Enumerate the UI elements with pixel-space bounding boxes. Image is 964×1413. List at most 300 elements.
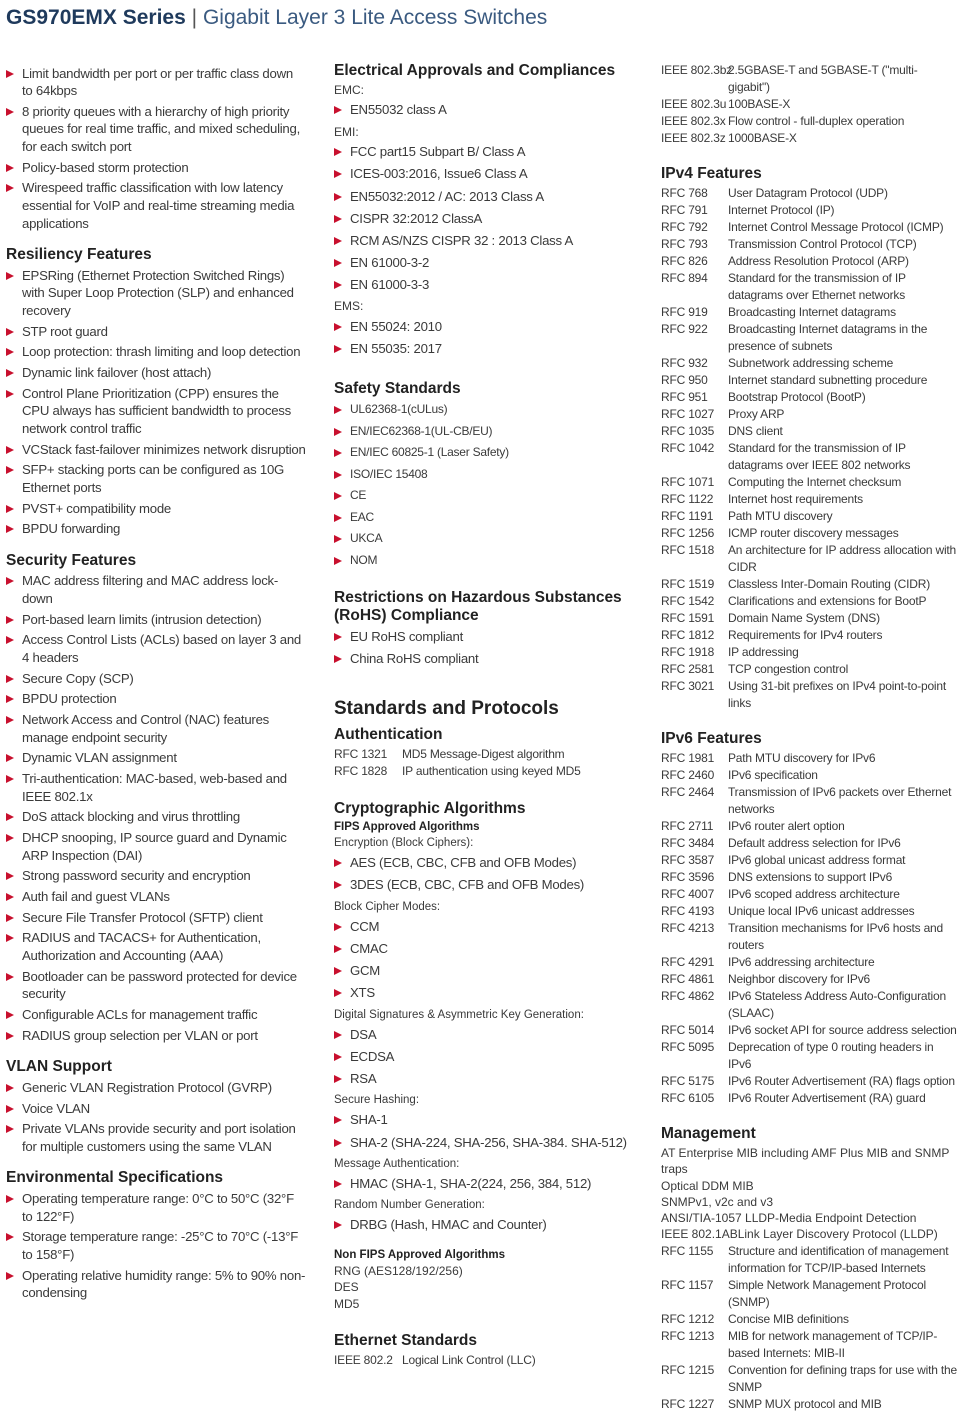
bullet-arrow-icon [6,108,14,116]
rfc-row [334,763,639,780]
list-item [334,165,639,183]
bullet-arrow-icon [6,716,14,724]
rfc-number: RFC 1122 [661,492,714,506]
bullet-arrow-icon [6,973,14,981]
column-right [661,62,959,1413]
bullet-arrow-icon [6,1272,14,1280]
list-item-text: BPDU protection [22,691,117,707]
list-item [334,876,639,894]
bullet-arrow-icon [334,1053,342,1061]
rfc-description: Neighbor discovery for IPv6 [728,972,870,986]
standards-title: Standards and Protocols [334,698,559,720]
list-item-text: EU RoHS compliant [350,629,464,645]
rfc-number: RFC 894 [661,271,708,285]
resiliency-list [6,267,306,538]
list-item [6,711,306,746]
bullet-arrow-icon [6,390,14,398]
rfc-description: Simple Network Management Protocol (SNMP) [728,1277,926,1309]
encryption-list [334,854,639,894]
rfc-description: Internet standard subnetting procedure [728,373,928,387]
bullet-arrow-icon [6,1105,14,1113]
bullet-arrow-icon [334,170,342,178]
list-item [6,1027,306,1045]
list-item-text: CE [350,488,367,503]
vlan-list [6,1079,306,1156]
rfc-number: RFC 1828 [334,764,388,779]
rfc-description: SNMP MUX protocol and MIB [728,1396,882,1411]
list-item [6,159,306,177]
list-item-text: Port-based learn limits (intrusion detection) [22,611,262,627]
rfc-description: IPv6 Router Advertisement (RA) flags option [728,1074,955,1088]
ieee-802-3u-row [661,96,959,113]
list-item-text: BPDU forwarding [22,521,121,537]
list-item-text: DHCP snooping, IP source guard and Dynamic ARP Inspection (DAI) [22,830,287,863]
rfc-row [661,202,959,219]
rfc-row [661,818,959,835]
ems-label: EMS: [334,299,364,314]
bullet-arrow-icon [334,428,342,436]
rfc-description: Path MTU discovery [728,509,833,523]
message-auth-list [334,1175,639,1193]
rfc-description: Default address selection for IPv6 [728,836,901,850]
rfc-row [661,253,959,270]
rfc-number: RFC 3484 [661,836,715,850]
rfc-number: RFC 2711 [661,819,714,833]
list-item-text: EN55032 class A [350,102,447,118]
list-item-text: Dynamic VLAN assignment [22,750,177,766]
bullet-arrow-icon [6,466,14,474]
list-item-text: EN 61000-3-2 [350,255,430,271]
list-item [6,1120,306,1155]
rfc-row [661,869,959,886]
rfc-description: IPv6 router alert option [728,819,845,833]
rfc-number: RFC 4291 [661,955,715,969]
bullet-arrow-icon [334,106,342,114]
list-item [334,509,639,526]
rfc-number: RFC 3021 [661,679,715,693]
list-item [334,210,639,228]
list-item-text: Secure Copy (SCP) [22,670,134,686]
list-item [6,867,306,885]
rfc-row [661,491,959,508]
list-item [6,103,306,156]
ethernet-title: Ethernet Standards [334,1331,477,1349]
rng-list [334,1216,639,1234]
rfc-description: IP addressing [728,645,799,659]
list-item-text: DoS attack blocking and virus throttling [22,809,240,825]
list-item-text: Loop protection: thrash limiting and loop detection [22,344,301,360]
management-lines [661,1145,959,1243]
rfc-description: ICMP router discovery messages [728,526,899,540]
rfc-number: RFC 768 [661,186,708,200]
bullet-arrow-icon [6,1233,14,1241]
vlan-title: VLAN Support [6,1058,112,1076]
safety-title: Safety Standards [334,379,461,397]
bullet-arrow-icon [334,1180,342,1188]
list-item [334,962,639,980]
rfc-number: RFC 1155 [661,1243,714,1258]
rfc-row [661,610,959,627]
list-item-text: Secure File Transfer Protocol (SFTP) client [22,909,263,925]
list-item-text: CMAC [350,940,388,956]
column-left [6,62,306,1305]
text-line: Optical DDM MIB [661,1178,754,1193]
rfc-description: DNS extensions to support IPv6 [728,870,893,884]
list-item [6,829,306,864]
list-item-text: HMAC (SHA-1, SHA-2(224, 256, 384, 512) [350,1176,592,1192]
rfc-number: RFC 2581 [661,662,715,676]
rfc-number: RFC 4193 [661,904,715,918]
safety-list [334,401,639,569]
rfc-row [661,852,959,869]
bullet-arrow-icon [6,369,14,377]
list-item-text: Storage temperature range: -25°C to 70°C (-13°F to 158°F) [22,1229,299,1262]
ipv6-table [661,750,959,1107]
bullet-arrow-icon [334,633,342,641]
rfc-description: Internet Protocol (IP) [728,203,835,217]
bullet-arrow-icon [6,164,14,172]
list-item-text: EN 61000-3-3 [350,277,430,293]
rfc-number: RFC 4862 [661,989,715,1003]
list-item [6,461,306,496]
standard-number: IEEE 802.3u [661,97,727,111]
environmental-title: Environmental Specifications [6,1169,224,1187]
rfc-row [661,1311,959,1328]
rfc-row [661,1090,959,1107]
bullet-arrow-icon [6,184,14,192]
bullet-arrow-icon [334,514,342,522]
bullet-arrow-icon [334,535,342,543]
rfc-number: RFC 932 [661,356,708,370]
bullet-arrow-icon [6,1125,14,1133]
rfc-row [661,219,959,236]
rfc-number: RFC 1191 [661,509,714,523]
list-item [6,1267,306,1302]
rfc-description: Using 31-bit prefixes on IPv4 point-to-point links [728,679,946,710]
list-item [6,968,306,1003]
rfc-description: Path MTU discovery for IPv6 [728,751,876,765]
rfc-number: RFC 3587 [661,853,715,867]
text-line: MD5 [334,1296,360,1311]
rfc-row [661,406,959,423]
hashing-list [334,1111,639,1151]
list-item-text: Wirespeed traffic classification with low latency essential for VoIP and real-time streaming media applications [22,180,295,231]
bullet-arrow-icon [6,914,14,922]
bullet-arrow-icon [6,1084,14,1092]
list-item [334,1134,639,1152]
list-item [6,1228,306,1263]
bullet-arrow-icon [334,923,342,931]
rfc-row [661,1328,959,1362]
rfc-description: Transmission of IPv6 packets over Ethernet networks [728,785,952,816]
rfc-number: RFC 6105 [661,1091,715,1105]
block-modes-list [334,918,639,1002]
rfc-row [661,1039,959,1073]
list-item-text: PVST+ compatibility mode [22,500,172,516]
rfc-number: RFC 1519 [661,577,715,591]
rfc-row [661,903,959,920]
bullet-arrow-icon [334,1139,342,1147]
rfc-description: Convention for defining traps for use with the SNMP [728,1362,957,1394]
rfc-number: RFC 1256 [661,526,715,540]
ethernet-table [334,1352,639,1369]
rfc-row [661,1362,959,1396]
bullet-arrow-icon [334,449,342,457]
bullet-arrow-icon [334,237,342,245]
bullet-arrow-icon [334,345,342,353]
rfc-row [661,1073,959,1090]
list-item-text: EAC [350,509,374,524]
rfc-description: Internet host requirements [728,492,863,506]
bullet-arrow-icon [334,989,342,997]
bullet-arrow-icon [334,1221,342,1229]
list-item [6,888,306,906]
rfc-description: Unique local IPv6 unicast addresses [728,904,915,918]
rfc-row [661,971,959,988]
bullet-arrow-icon [6,834,14,842]
list-item-text: UKCA [350,531,383,546]
text-line: SNMPv1, v2c and v3 [661,1194,774,1209]
rfc-row [661,954,959,971]
rfc-description: Concise MIB definitions [728,1311,849,1326]
rfc-description: TCP congestion control [728,662,849,676]
bullet-arrow-icon [334,1075,342,1083]
rfc-description: IPv6 addressing architecture [728,955,875,969]
ipv6-title: IPv6 Features [661,730,762,747]
management-title: Management [661,1125,756,1142]
crypto-title: Cryptographic Algorithms [334,800,526,818]
list-item [334,940,639,958]
signatures-label: Digital Signatures & Asymmetric Key Generation: [334,1008,584,1021]
bullet-arrow-icon [334,859,342,867]
text-line: AT Enterprise MIB including AMF Plus MIB and SNMP traps [661,1146,950,1177]
list-item-text: GCM [350,963,381,979]
list-item [6,1079,306,1097]
bullet-arrow-icon [6,754,14,762]
rfc-number: IEEE 802.2 [334,1352,393,1367]
bullet-arrow-icon [334,1116,342,1124]
rfc-number: RFC 4861 [661,972,715,986]
list-item [334,552,639,569]
bullet-arrow-icon [334,655,342,663]
bullet-arrow-icon [6,775,14,783]
page-subtitle: Gigabit Layer 3 Lite Access Switches [202,6,548,29]
list-item-text: Policy-based storm protection [22,159,189,175]
bullet-arrow-icon [334,557,342,565]
list-item-text: Strong password security and encryption [22,868,251,884]
emi-list [334,143,639,294]
fips-title: FIPS Approved Algorithms [334,821,480,834]
bullet-arrow-icon [6,872,14,880]
list-item-text: ICES-003:2016, Issue6 Class A [350,166,528,182]
list-item-text: Private VLANs provide security and port isolation for multiple customers using the same VLAN [22,1121,296,1154]
column-middle [334,62,639,1369]
rfc-number: RFC 951 [661,390,708,404]
list-item-text: CCM [350,918,380,934]
security-list [6,572,306,1044]
list-item [334,254,639,272]
bullet-arrow-icon [6,616,14,624]
bullet-arrow-icon [334,492,342,500]
list-item [6,1190,306,1225]
rfc-number: RFC 1071 [661,475,715,489]
bullet-arrow-icon [334,259,342,267]
rfc-number: RFC 1042 [661,441,715,455]
rfc-description: Classless Inter-Domain Routing (CIDR) [728,577,930,591]
ipv4-table [661,185,959,712]
rfc-row [661,661,959,678]
rfc-description: Requirements for IPv4 routers [728,628,883,642]
rfc-row [661,988,959,1022]
emc-list [334,101,639,119]
standard-description: 2.5GBASE-T and 5GBASE-T ("multi-gigabit") [728,63,918,94]
rfc-description: Deprecation of type 0 routing headers in IPv6 [728,1040,934,1071]
list-item-text: ECDSA [350,1048,395,1064]
rfc-description: Transmission Control Protocol (TCP) [728,237,917,251]
authentication-table [334,746,639,780]
rfc-row [334,746,639,763]
list-item-text: SFP+ stacking ports can be configured as 10G Ethernet ports [22,462,285,495]
rfc-number: RFC 1321 [334,747,388,762]
list-item [6,1006,306,1024]
text-line: DES [334,1280,359,1295]
list-item [334,340,639,358]
list-item [334,1026,639,1044]
ieee-802-3x-row [661,113,959,130]
resiliency-title: Resiliency Features [6,246,152,264]
rfc-number: RFC 2464 [661,785,715,799]
block-modes-label: Block Cipher Modes: [334,900,441,913]
rfc-description: IPv6 specification [728,768,818,782]
rfc-number: RFC 791 [661,203,708,217]
list-item-text: SHA-2 (SHA-224, SHA-256, SHA-384. SHA-512) [350,1134,627,1150]
bullet-arrow-icon [334,193,342,201]
rfc-row [661,767,959,784]
list-item [6,929,306,964]
list-item-text: Dynamic link failover (host attach) [22,365,212,381]
rohs-list [334,628,639,668]
list-item-text: FCC part15 Subpart B/ Class A [350,144,526,160]
rfc-row [661,1022,959,1039]
list-item-text: Bootloader can be password protected for device security [22,968,297,1002]
list-item [334,232,639,250]
rfc-row [661,185,959,202]
list-item-text: Operating relative humidity range: 5% to 90% non-condensing [22,1267,306,1301]
rfc-description: Standard for the transmission of IP datagrams over IEEE 802 networks [728,441,911,472]
list-item [6,808,306,826]
list-item [6,364,306,382]
bullet-arrow-icon [334,471,342,479]
list-item-text: Voice VLAN [22,1100,90,1116]
rfc-number: RFC 919 [661,305,708,319]
rfc-row [661,750,959,767]
ipv4-title: IPv4 Features [661,165,762,182]
rfc-row [661,321,959,355]
list-item [334,276,639,294]
standard-description: 1000BASE-X [728,131,797,145]
list-item-text: XTS [350,985,375,1001]
rfc-number: RFC 1918 [661,645,715,659]
rohs-title: Restrictions on Hazardous Substances (RoHS) Compliance [334,589,622,625]
rfc-number: RFC 950 [661,373,708,387]
ieee-802-3bz-row [661,62,959,96]
text-line: IEEE 802.1ABLink Layer Discovery Protocol (LLDP) [661,1227,938,1242]
rfc-description: Clarifications and extensions for BootP [728,594,927,608]
emc-label: EMC: [334,83,364,97]
rng-label: Random Number Generation: [334,1199,485,1212]
rfc-number: RFC 1213 [661,1328,715,1343]
standard-number: IEEE 802.3x [661,114,726,128]
list-item [334,650,639,668]
rfc-number: RFC 1215 [661,1362,715,1377]
list-item-text: VCStack fast-failover minimizes network disruption [22,441,306,457]
list-item-text: RADIUS group selection per VLAN or port [22,1027,258,1043]
list-item-text: RADIUS and TACACS+ for Authentication, Authorization and Accounting (AAA) [22,930,261,963]
list-item-text: DRBG (Hash, HMAC and Counter) [350,1217,547,1233]
list-item-text: MAC address filtering and MAC address lock-down [22,573,279,607]
rfc-row [661,678,959,712]
rfc-number: RFC 2460 [661,768,715,782]
rfc-number: RFC 793 [661,237,708,251]
bullet-arrow-icon [6,675,14,683]
rfc-number: RFC 1212 [661,1311,715,1326]
list-item [6,385,306,438]
list-item-text: Limit bandwidth per port or per traffic class down to 64kbps [22,65,293,99]
list-item [6,670,306,688]
hashing-label: Secure Hashing: [334,1094,420,1107]
list-item [6,323,306,341]
rfc-description: IPv6 socket API for source address selection [728,1023,957,1037]
rfc-number: RFC 5014 [661,1023,715,1037]
bullet-arrow-icon [6,70,14,78]
list-item-text: CISPR 32:2012 ClassA [350,210,483,226]
list-item [334,1111,639,1129]
list-item [334,1175,639,1193]
bullet-arrow-icon [334,323,342,331]
rfc-description: IPv6 global unicast address format [728,853,906,867]
non-fips-title: Non FIPS Approved Algorithms [334,1249,506,1262]
rfc-row [661,423,959,440]
bullet-arrow-icon [334,281,342,289]
list-item-text: SHA-1 [350,1112,388,1128]
rfc-number: RFC 922 [661,322,708,336]
title-separator: | [191,6,198,29]
bullet-arrow-icon [334,881,342,889]
rfc-number: RFC 1035 [661,424,715,438]
standard-description: 100BASE-X [728,97,791,111]
bullet-arrow-icon [6,272,14,280]
rfc-description: User Datagram Protocol (UDP) [728,186,888,200]
list-item [334,1070,639,1088]
rfc-description: An architecture for IP address allocation with CIDR [728,543,957,574]
list-item-text: AES (ECB, CBC, CFB and OFB Modes) [350,855,577,871]
rfc-description: Bootstrap Protocol (BootP) [728,390,866,404]
list-item-text: China RoHS compliant [350,651,479,667]
rfc-number: RFC 1591 [661,611,715,625]
text-line: RNG (AES128/192/256) [334,1264,463,1279]
rfc-row [661,1243,959,1277]
list-item-text: EN/IEC 60825-1 (Laser Safety) [350,445,509,460]
signatures-list [334,1026,639,1088]
rfc-row [661,440,959,474]
list-item [334,487,639,504]
standard-number: IEEE 802.3bz [661,63,732,77]
list-item [334,143,639,161]
rfc-description: Structure and identification of management information for TCP/IP-based Internets [728,1243,949,1275]
rfc-row [661,886,959,903]
list-item [334,1216,639,1234]
rfc-row [661,304,959,321]
